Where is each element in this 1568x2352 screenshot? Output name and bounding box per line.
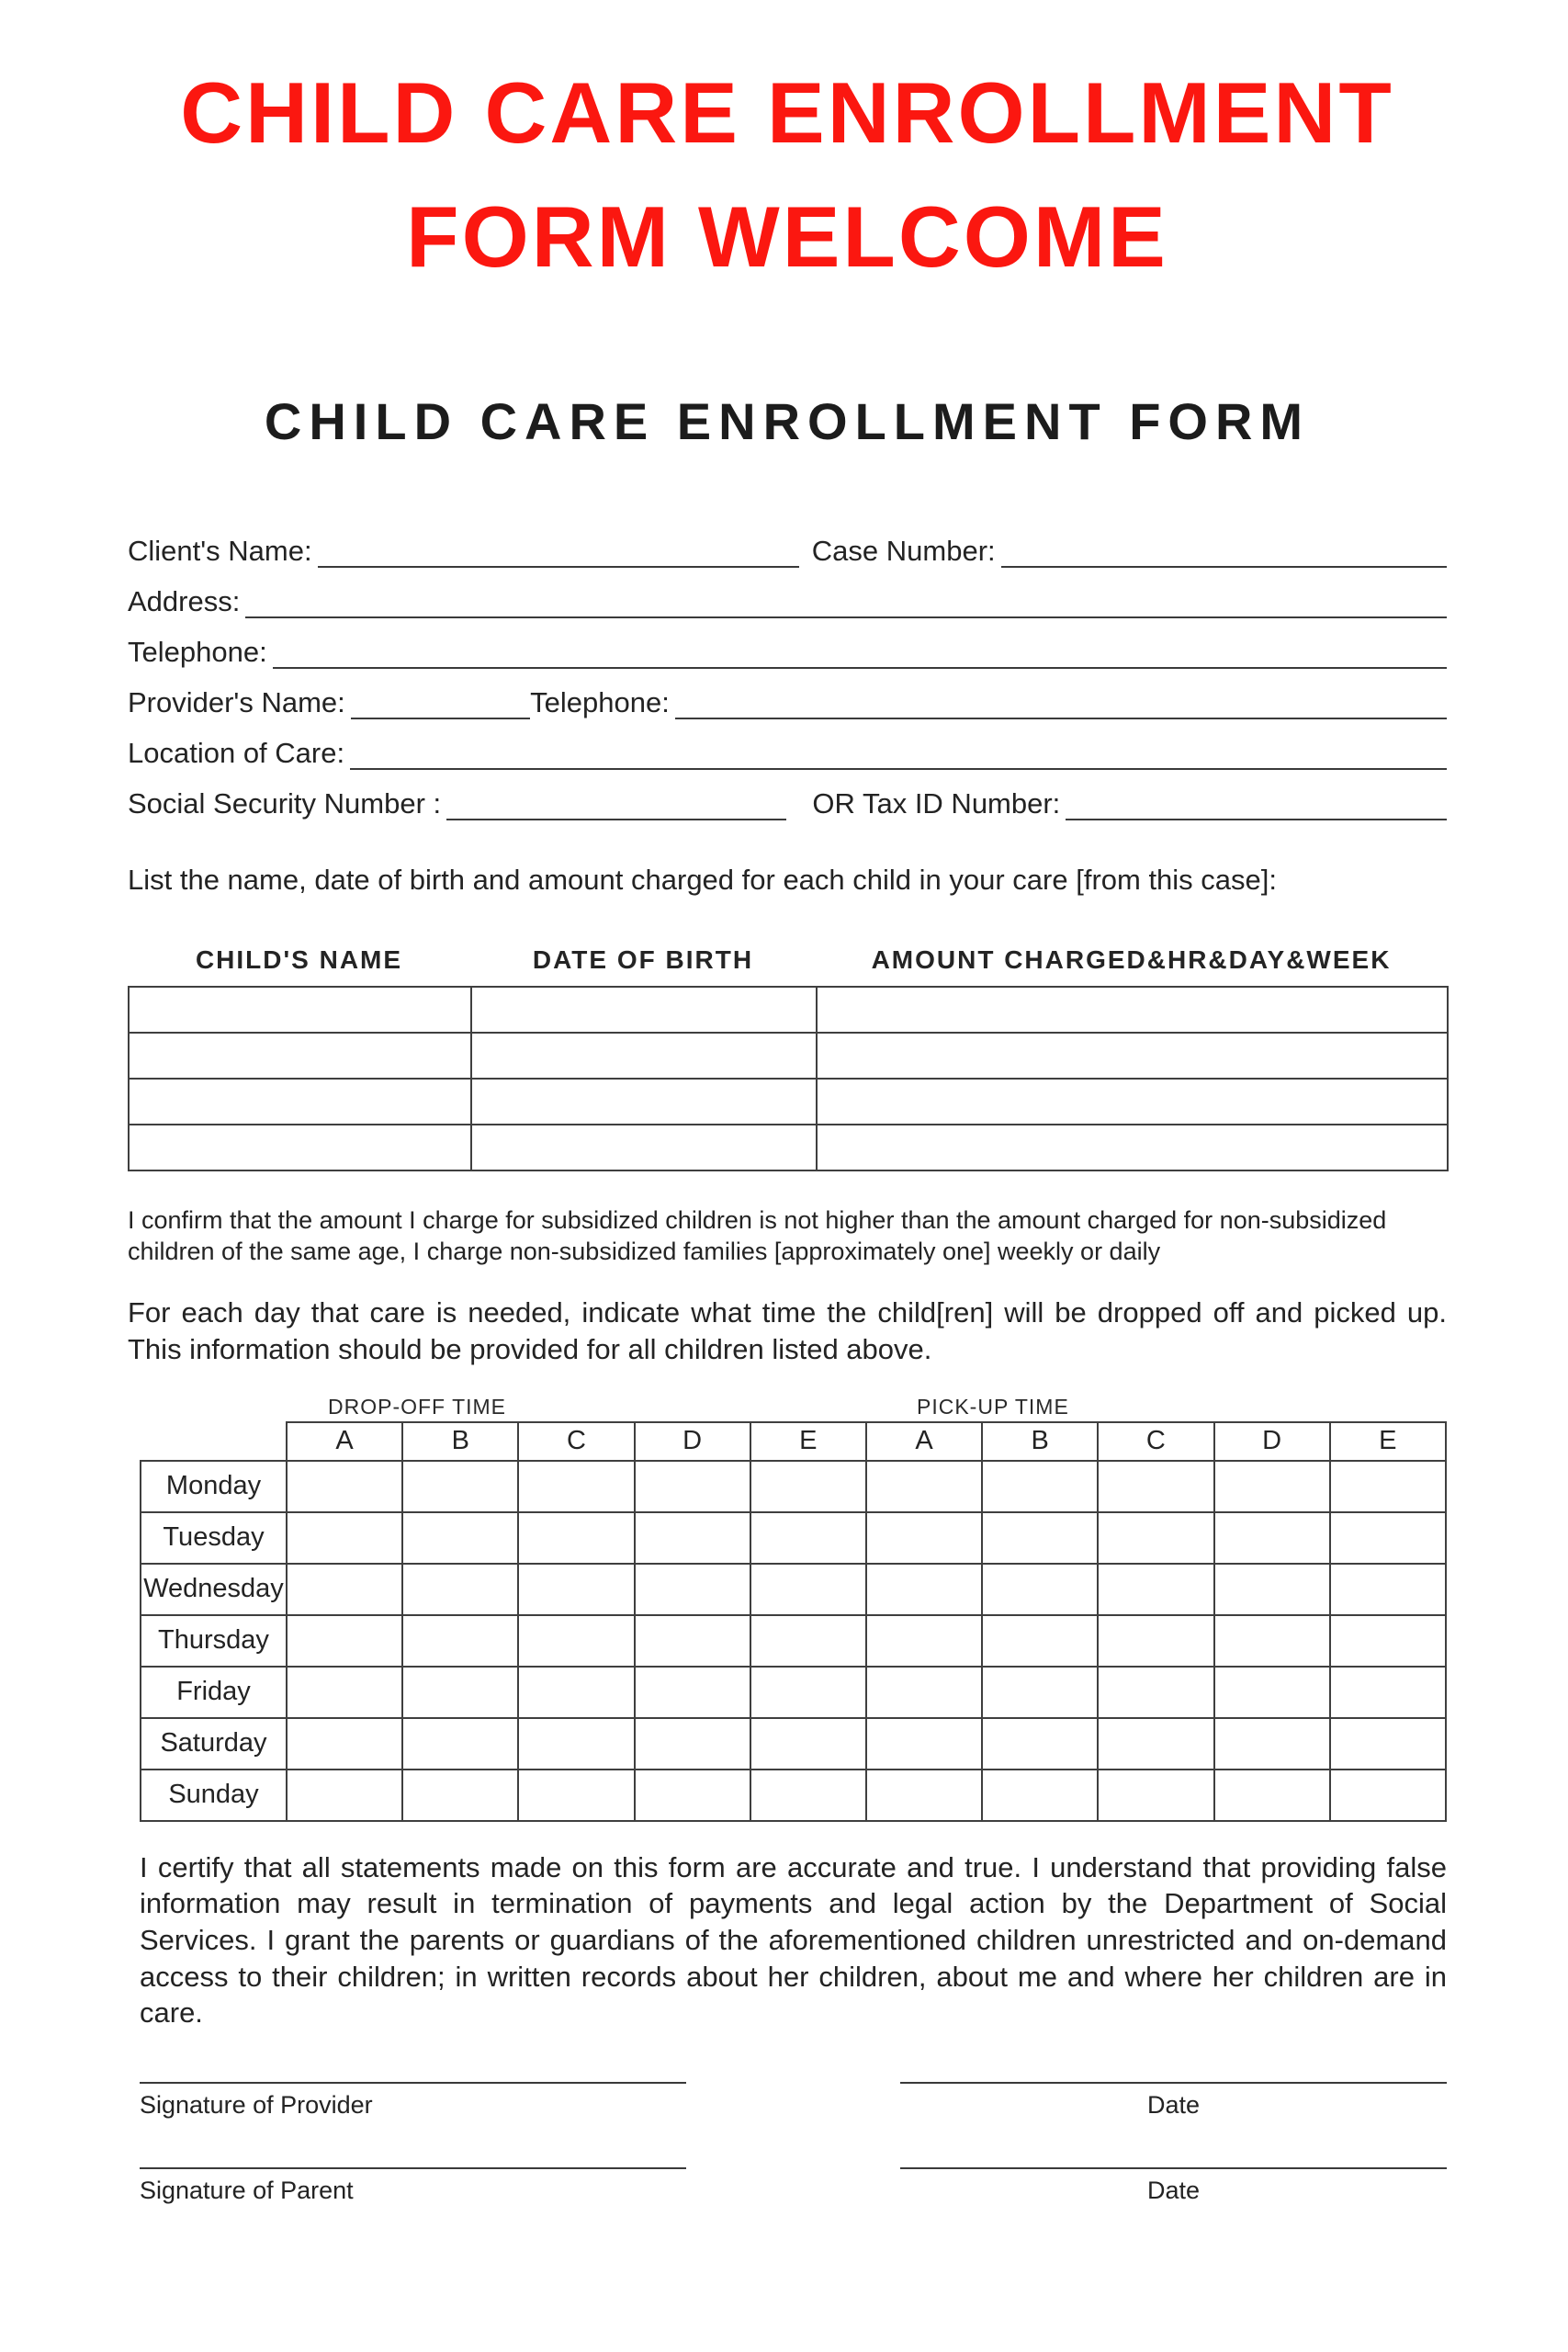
day-label-wednesday: Wednesday [141, 1564, 287, 1615]
schedule-cell[interactable] [982, 1770, 1098, 1821]
tax-id-input-line[interactable] [1066, 793, 1447, 820]
schedule-cell[interactable] [866, 1615, 982, 1667]
schedule-cell[interactable] [1214, 1615, 1330, 1667]
schedule-cell[interactable] [1098, 1615, 1213, 1667]
schedule-cell[interactable] [1214, 1718, 1330, 1770]
day-label-tuesday: Tuesday [141, 1512, 287, 1564]
field-row-location [128, 719, 1447, 770]
schedule-cell[interactable] [1330, 1667, 1446, 1718]
ssn-input-line[interactable] [446, 793, 786, 820]
schedule-cell[interactable] [402, 1615, 518, 1667]
field-row-provider [128, 669, 1447, 719]
schedule-cell[interactable] [287, 1512, 402, 1564]
schedule-cell[interactable] [1330, 1615, 1446, 1667]
day-label-saturday: Saturday [141, 1718, 287, 1770]
schedule-row-wednesday [141, 1564, 1446, 1615]
time-section-labels [140, 1394, 1447, 1421]
providers-name-input-line[interactable] [351, 692, 530, 719]
parent-signature-row [140, 2167, 1447, 2205]
schedule-cell[interactable] [1214, 1770, 1330, 1821]
schedule-cell[interactable] [518, 1718, 634, 1770]
schedule-cell[interactable] [635, 1615, 750, 1667]
form-subtitle: CHILD CARE ENROLLMENT FORM [264, 391, 1311, 450]
day-label-thursday: Thursday [141, 1615, 287, 1667]
provider-signature-line[interactable] [140, 2082, 686, 2084]
child-name-cell[interactable] [129, 1079, 471, 1125]
schedule-cell[interactable] [287, 1615, 402, 1667]
location-of-care-input-line[interactable] [350, 742, 1447, 770]
dropoff-col-e-header: E [750, 1422, 866, 1461]
schedule-section [140, 1394, 1447, 1822]
address-input-line[interactable] [245, 591, 1447, 618]
day-label-sunday: Sunday [141, 1770, 287, 1821]
schedule-cell[interactable] [402, 1718, 518, 1770]
provider-signature-label: Signature of Provider [140, 2091, 373, 2120]
schedule-cell[interactable] [982, 1718, 1098, 1770]
pickup-col-b-header: B [982, 1422, 1098, 1461]
schedule-cell[interactable] [750, 1461, 866, 1512]
field-row-address [128, 568, 1447, 618]
dropoff-col-c-header: C [518, 1422, 634, 1461]
pickup-time-label: PICK-UP TIME [917, 1394, 1069, 1419]
provider-telephone-input-line[interactable] [675, 692, 1447, 719]
pickup-col-c-header: C [1098, 1422, 1213, 1461]
child-name-cell[interactable] [129, 987, 471, 1033]
schedule-cell[interactable] [518, 1512, 634, 1564]
pickup-col-d-header: D [1214, 1422, 1330, 1461]
schedule-cell[interactable] [866, 1718, 982, 1770]
schedule-cell[interactable] [518, 1461, 634, 1512]
address-label: Address: [128, 585, 241, 618]
confirm-amount-statement: I confirm that the amount I charge for subsidized children is not higher than the amount charged for non-subsidized children of the same age, I charge non-subsidized families [approximately one] weekly or daily [128, 1206, 1387, 1266]
schedule-cell[interactable] [1330, 1564, 1446, 1615]
schedule-cell[interactable] [402, 1512, 518, 1564]
schedule-cell[interactable] [1098, 1461, 1213, 1512]
dropoff-time-label: DROP-OFF TIME [328, 1394, 507, 1419]
schedule-cell[interactable] [750, 1615, 866, 1667]
schedule-row-saturday [141, 1718, 1446, 1770]
pickup-col-e-header: E [1330, 1422, 1446, 1461]
schedule-cell[interactable] [1214, 1512, 1330, 1564]
location-of-care-label: Location of Care: [128, 737, 345, 770]
schedule-cell[interactable] [1098, 1770, 1213, 1821]
schedule-cell[interactable] [635, 1512, 750, 1564]
schedule-table [140, 1421, 1447, 1822]
schedule-row-sunday [141, 1770, 1446, 1821]
schedule-corner-cell [141, 1422, 287, 1461]
amount-charged-cell[interactable] [817, 987, 1448, 1033]
schedule-cell[interactable] [402, 1667, 518, 1718]
schedule-row-monday [141, 1461, 1446, 1512]
schedule-cell[interactable] [518, 1770, 634, 1821]
schedule-cell[interactable] [518, 1564, 634, 1615]
schedule-cell[interactable] [287, 1461, 402, 1512]
schedule-cell[interactable] [1330, 1512, 1446, 1564]
children-table-row [129, 1033, 1448, 1079]
schedule-row-thursday [141, 1615, 1446, 1667]
schedule-cell[interactable] [518, 1615, 634, 1667]
page-title-line2: FORM WELCOME [406, 188, 1168, 286]
schedule-cell[interactable] [402, 1564, 518, 1615]
schedule-cell[interactable] [982, 1667, 1098, 1718]
telephone-label: Telephone: [128, 636, 267, 669]
children-table-headers [128, 945, 1447, 975]
tax-id-label: OR Tax ID Number: [812, 787, 1061, 820]
childs-name-column-header: CHILD'S NAME [195, 945, 403, 975]
providers-name-label: Provider's Name: [128, 686, 345, 719]
date-of-birth-cell[interactable] [471, 1125, 817, 1170]
schedule-cell[interactable] [635, 1461, 750, 1512]
schedule-cell[interactable] [1098, 1564, 1213, 1615]
amount-charged-cell[interactable] [817, 1125, 1448, 1170]
schedule-cell[interactable] [750, 1770, 866, 1821]
parent-signature-label: Signature of Parent [140, 2177, 354, 2205]
provider-date-col [900, 2082, 1447, 2120]
schedule-cell[interactable] [287, 1770, 402, 1821]
provider-signature-row [140, 2082, 1447, 2120]
date-of-birth-cell[interactable] [471, 987, 817, 1033]
schedule-cell[interactable] [1098, 1718, 1213, 1770]
schedule-cell[interactable] [982, 1461, 1098, 1512]
child-name-cell[interactable] [129, 1125, 471, 1170]
schedule-cell[interactable] [750, 1512, 866, 1564]
child-name-cell[interactable] [129, 1033, 471, 1079]
dropoff-col-b-header: B [402, 1422, 518, 1461]
schedule-header-row [141, 1422, 1446, 1461]
clients-name-label: Client's Name: [128, 535, 312, 568]
schedule-cell[interactable] [635, 1667, 750, 1718]
children-table-row [129, 1125, 1448, 1170]
schedule-instruction: For each day that care is needed, indicate what time the child[ren] will be dropped off and picked up. This information should be provided for all children listed above. [128, 1296, 1447, 1366]
children-table-row [129, 1079, 1448, 1125]
provider-date-line[interactable] [900, 2082, 1447, 2084]
provider-date-label: Date [1146, 2091, 1201, 2120]
schedule-cell[interactable] [635, 1564, 750, 1615]
ssn-label: Social Security Number : [128, 787, 442, 820]
schedule-cell[interactable] [635, 1770, 750, 1821]
form-fields [128, 517, 1447, 820]
day-label-friday: Friday [141, 1667, 287, 1718]
schedule-cell[interactable] [402, 1461, 518, 1512]
day-label-monday: Monday [141, 1461, 287, 1512]
signature-section [140, 2082, 1447, 2205]
case-number-input-line[interactable] [1001, 540, 1447, 568]
schedule-cell[interactable] [982, 1512, 1098, 1564]
amount-charged-cell[interactable] [817, 1033, 1448, 1079]
provider-signature-col [140, 2082, 686, 2120]
certify-statement: I certify that all statements made on this form are accurate and true. I understand that providing false information may result in termination of payments and legal action by the Department of Social Services. I grant the parents or guardians of the aforementioned children unrestricted and on-demand access to their children; in written records about her children, about me and where her children are in care. [140, 1850, 1447, 2030]
schedule-cell[interactable] [750, 1564, 866, 1615]
schedule-cell[interactable] [635, 1718, 750, 1770]
field-row-telephone [128, 618, 1447, 669]
date-of-birth-cell[interactable] [471, 1079, 817, 1125]
children-table [128, 986, 1449, 1171]
date-of-birth-cell[interactable] [471, 1033, 817, 1079]
provider-telephone-label: Telephone: [530, 686, 670, 719]
schedule-cell[interactable] [982, 1615, 1098, 1667]
schedule-cell[interactable] [287, 1667, 402, 1718]
clients-name-input-line[interactable] [318, 540, 799, 568]
schedule-cell[interactable] [1098, 1667, 1213, 1718]
schedule-cell[interactable] [287, 1564, 402, 1615]
page-title-line1: CHILD CARE ENROLLMENT [180, 64, 1394, 161]
amount-charged-cell[interactable] [817, 1079, 1448, 1125]
page-title [128, 51, 1447, 300]
list-children-instruction: List the name, date of birth and amount charged for each child in your care [from this case]: [128, 863, 1278, 896]
schedule-cell[interactable] [866, 1564, 982, 1615]
schedule-cell[interactable] [1098, 1512, 1213, 1564]
schedule-cell[interactable] [866, 1770, 982, 1821]
field-row-ssn [128, 770, 1447, 820]
schedule-cell[interactable] [402, 1770, 518, 1821]
schedule-cell[interactable] [1330, 1461, 1446, 1512]
dropoff-col-a-header: A [287, 1422, 402, 1461]
telephone-input-line[interactable] [273, 641, 1447, 669]
parent-date-label: Date [1146, 2177, 1201, 2205]
pickup-col-a-header: A [866, 1422, 982, 1461]
schedule-row-tuesday [141, 1512, 1446, 1564]
schedule-cell[interactable] [866, 1461, 982, 1512]
schedule-cell[interactable] [750, 1718, 866, 1770]
schedule-cell[interactable] [1330, 1718, 1446, 1770]
parent-date-col [900, 2167, 1447, 2205]
case-number-label: Case Number: [811, 535, 996, 568]
parent-date-line[interactable] [900, 2167, 1447, 2169]
schedule-cell[interactable] [750, 1667, 866, 1718]
children-table-row [129, 987, 1448, 1033]
parent-signature-line[interactable] [140, 2167, 686, 2169]
field-row-client [128, 517, 1447, 568]
dropoff-col-d-header: D [635, 1422, 750, 1461]
parent-signature-col [140, 2167, 686, 2205]
schedule-cell[interactable] [518, 1667, 634, 1718]
schedule-cell[interactable] [1214, 1564, 1330, 1615]
schedule-cell[interactable] [866, 1667, 982, 1718]
schedule-cell[interactable] [287, 1718, 402, 1770]
amount-charged-column-header: AMOUNT CHARGED&HR&DAY&WEEK [871, 945, 1392, 975]
date-of-birth-column-header: DATE OF BIRTH [532, 945, 754, 975]
schedule-cell[interactable] [1214, 1667, 1330, 1718]
schedule-cell[interactable] [982, 1564, 1098, 1615]
schedule-cell[interactable] [1330, 1770, 1446, 1821]
schedule-cell[interactable] [866, 1512, 982, 1564]
schedule-cell[interactable] [1214, 1461, 1330, 1512]
schedule-row-friday [141, 1667, 1446, 1718]
